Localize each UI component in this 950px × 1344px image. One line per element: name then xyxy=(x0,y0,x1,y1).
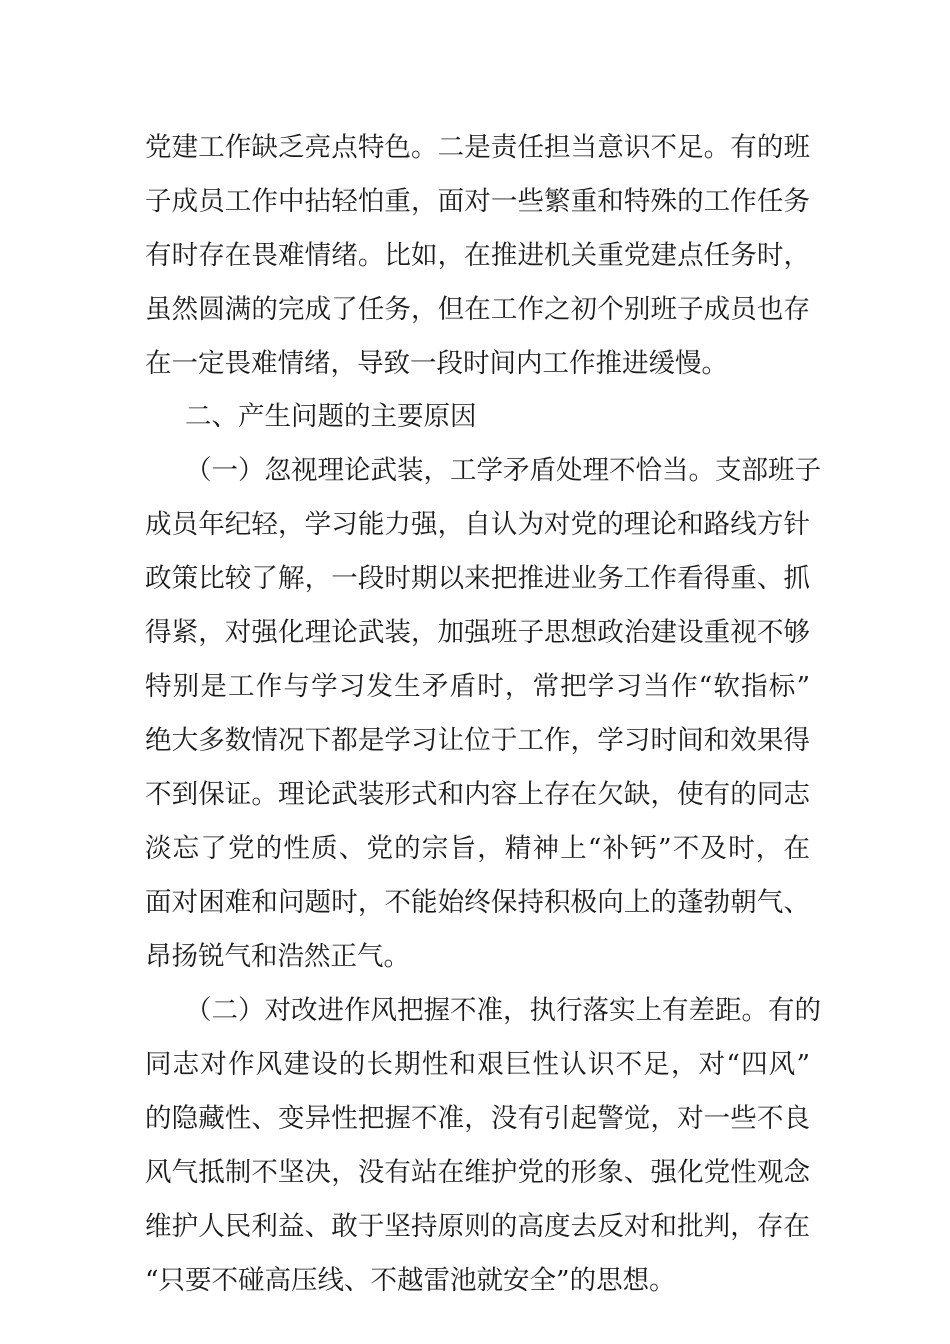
text-line: 面对困难和问题时，不能始终保持积极向上的蓬勃朝气、 xyxy=(145,887,810,918)
text-line: 不到保证。理论武装形式和内容上存在欠缺，使有的同志 xyxy=(145,779,810,810)
section-heading: 二、产生问题的主要原因 xyxy=(185,401,477,432)
text-line: 子成员工作中拈轻怕重，面对一些繁重和特殊的工作任务 xyxy=(145,186,810,217)
text-line: 风气抵制不坚决，没有站在维护党的形象、强化党性观念 xyxy=(145,1157,810,1188)
text-line: 在一定畏难情绪，导致一段时间内工作推进缓慢。 xyxy=(145,348,728,379)
text-line: 成员年纪轻，学习能力强，自认为对党的理论和路线方针 xyxy=(145,509,810,540)
text-line: 政策比较了解，一段时期以来把推进业务工作看得重、抓 xyxy=(145,563,810,594)
text-line: 维护人民利益、敢于坚持原则的高度去反对和批判，存在 xyxy=(145,1211,810,1242)
text-line: 昂扬锐气和浩然正气。 xyxy=(145,941,410,972)
text-line: （二）对改进作风把握不准，执行落实上有差距。有的 xyxy=(185,995,821,1026)
text-line: （一）忽视理论武装，工学矛盾处理不恰当。支部班子 xyxy=(185,455,821,486)
text-line: 特别是工作与学习发生矛盾时，常把学习当作“软指标” xyxy=(145,671,810,702)
text-line: 得紧，对强化理论武装，加强班子思想政治建设重视不够 xyxy=(145,617,810,648)
text-line: 淡忘了党的性质、党的宗旨，精神上“补钙”不及时，在 xyxy=(145,833,810,864)
text-line: 同志对作风建设的长期性和艰巨性认识不足，对“四风” xyxy=(145,1049,810,1080)
text-line: 虽然圆满的完成了任务，但在工作之初个别班子成员也存 xyxy=(145,294,810,325)
text-line: 的隐藏性、变异性把握不准，没有引起警觉，对一些不良 xyxy=(145,1103,810,1134)
text-line: 绝大多数情况下都是学习让位于工作，学习时间和效果得 xyxy=(145,725,810,756)
text-line: “只要不碰高压线、不越雷池就安全”的思想。 xyxy=(145,1265,676,1296)
text-line: 党建工作缺乏亮点特色。二是责任担当意识不足。有的班 xyxy=(145,132,810,163)
text-line: 有时存在畏难情绪。比如，在推进机关重党建点任务时， xyxy=(145,240,810,271)
